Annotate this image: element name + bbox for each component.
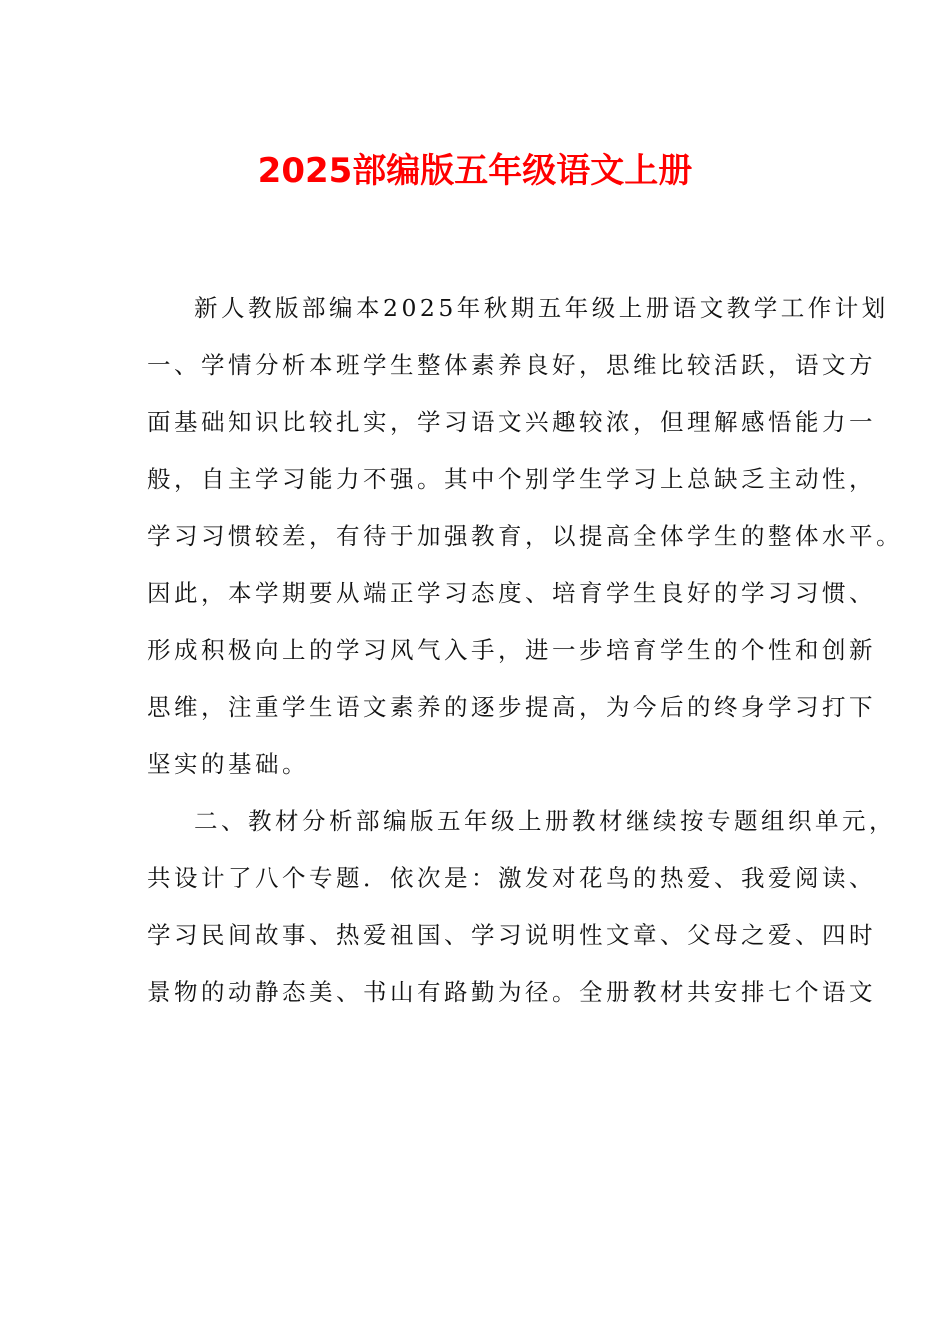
paragraph-line: 景物的动静态美、书山有路勤为径。全册教材共安排七个语文 xyxy=(147,978,876,1006)
paragraph-line: 面基础知识比较扎实，学习语文兴趣较浓，但理解感悟能力一 xyxy=(147,408,876,436)
paragraph-line: 思维，注重学生语文素养的逐步提高，为今后的终身学习打下 xyxy=(147,693,876,721)
paragraph-line: 学习习惯较差，有待于加强教育，以提高全体学生的整体水平。 xyxy=(147,522,903,550)
paragraph-line: 学习民间故事、热爱祖国、学习说明性文章、父母之爱、四时 xyxy=(147,921,876,949)
paragraph-line: 般，自主学习能力不强。其中个别学生学习上总缺乏主动性， xyxy=(147,465,876,493)
paragraph-line: 共设计了八个专题．依次是：激发对花鸟的热爱、我爱阅读、 xyxy=(147,864,876,892)
paragraph-line: 坚实的基础。 xyxy=(147,750,309,778)
paragraph-line: 因此，本学期要从端正学习态度、培育学生良好的学习习惯、 xyxy=(147,579,876,607)
paragraph-line: 形成积极向上的学习风气入手，进一步培育学生的个性和创新 xyxy=(147,636,876,664)
paragraph-line: 二、教材分析部编版五年级上册教材继续按专题组织单元， xyxy=(194,807,896,835)
document-title: 2025部编版五年级语文上册 xyxy=(257,151,693,191)
paragraph-line: 一、学情分析本班学生整体素养良好，思维比较活跃，语文方 xyxy=(147,351,876,379)
document-body xyxy=(147,280,903,1021)
paragraph-line: 新人教版部编本2025年秋期五年级上册语文教学工作计划 xyxy=(194,294,889,322)
